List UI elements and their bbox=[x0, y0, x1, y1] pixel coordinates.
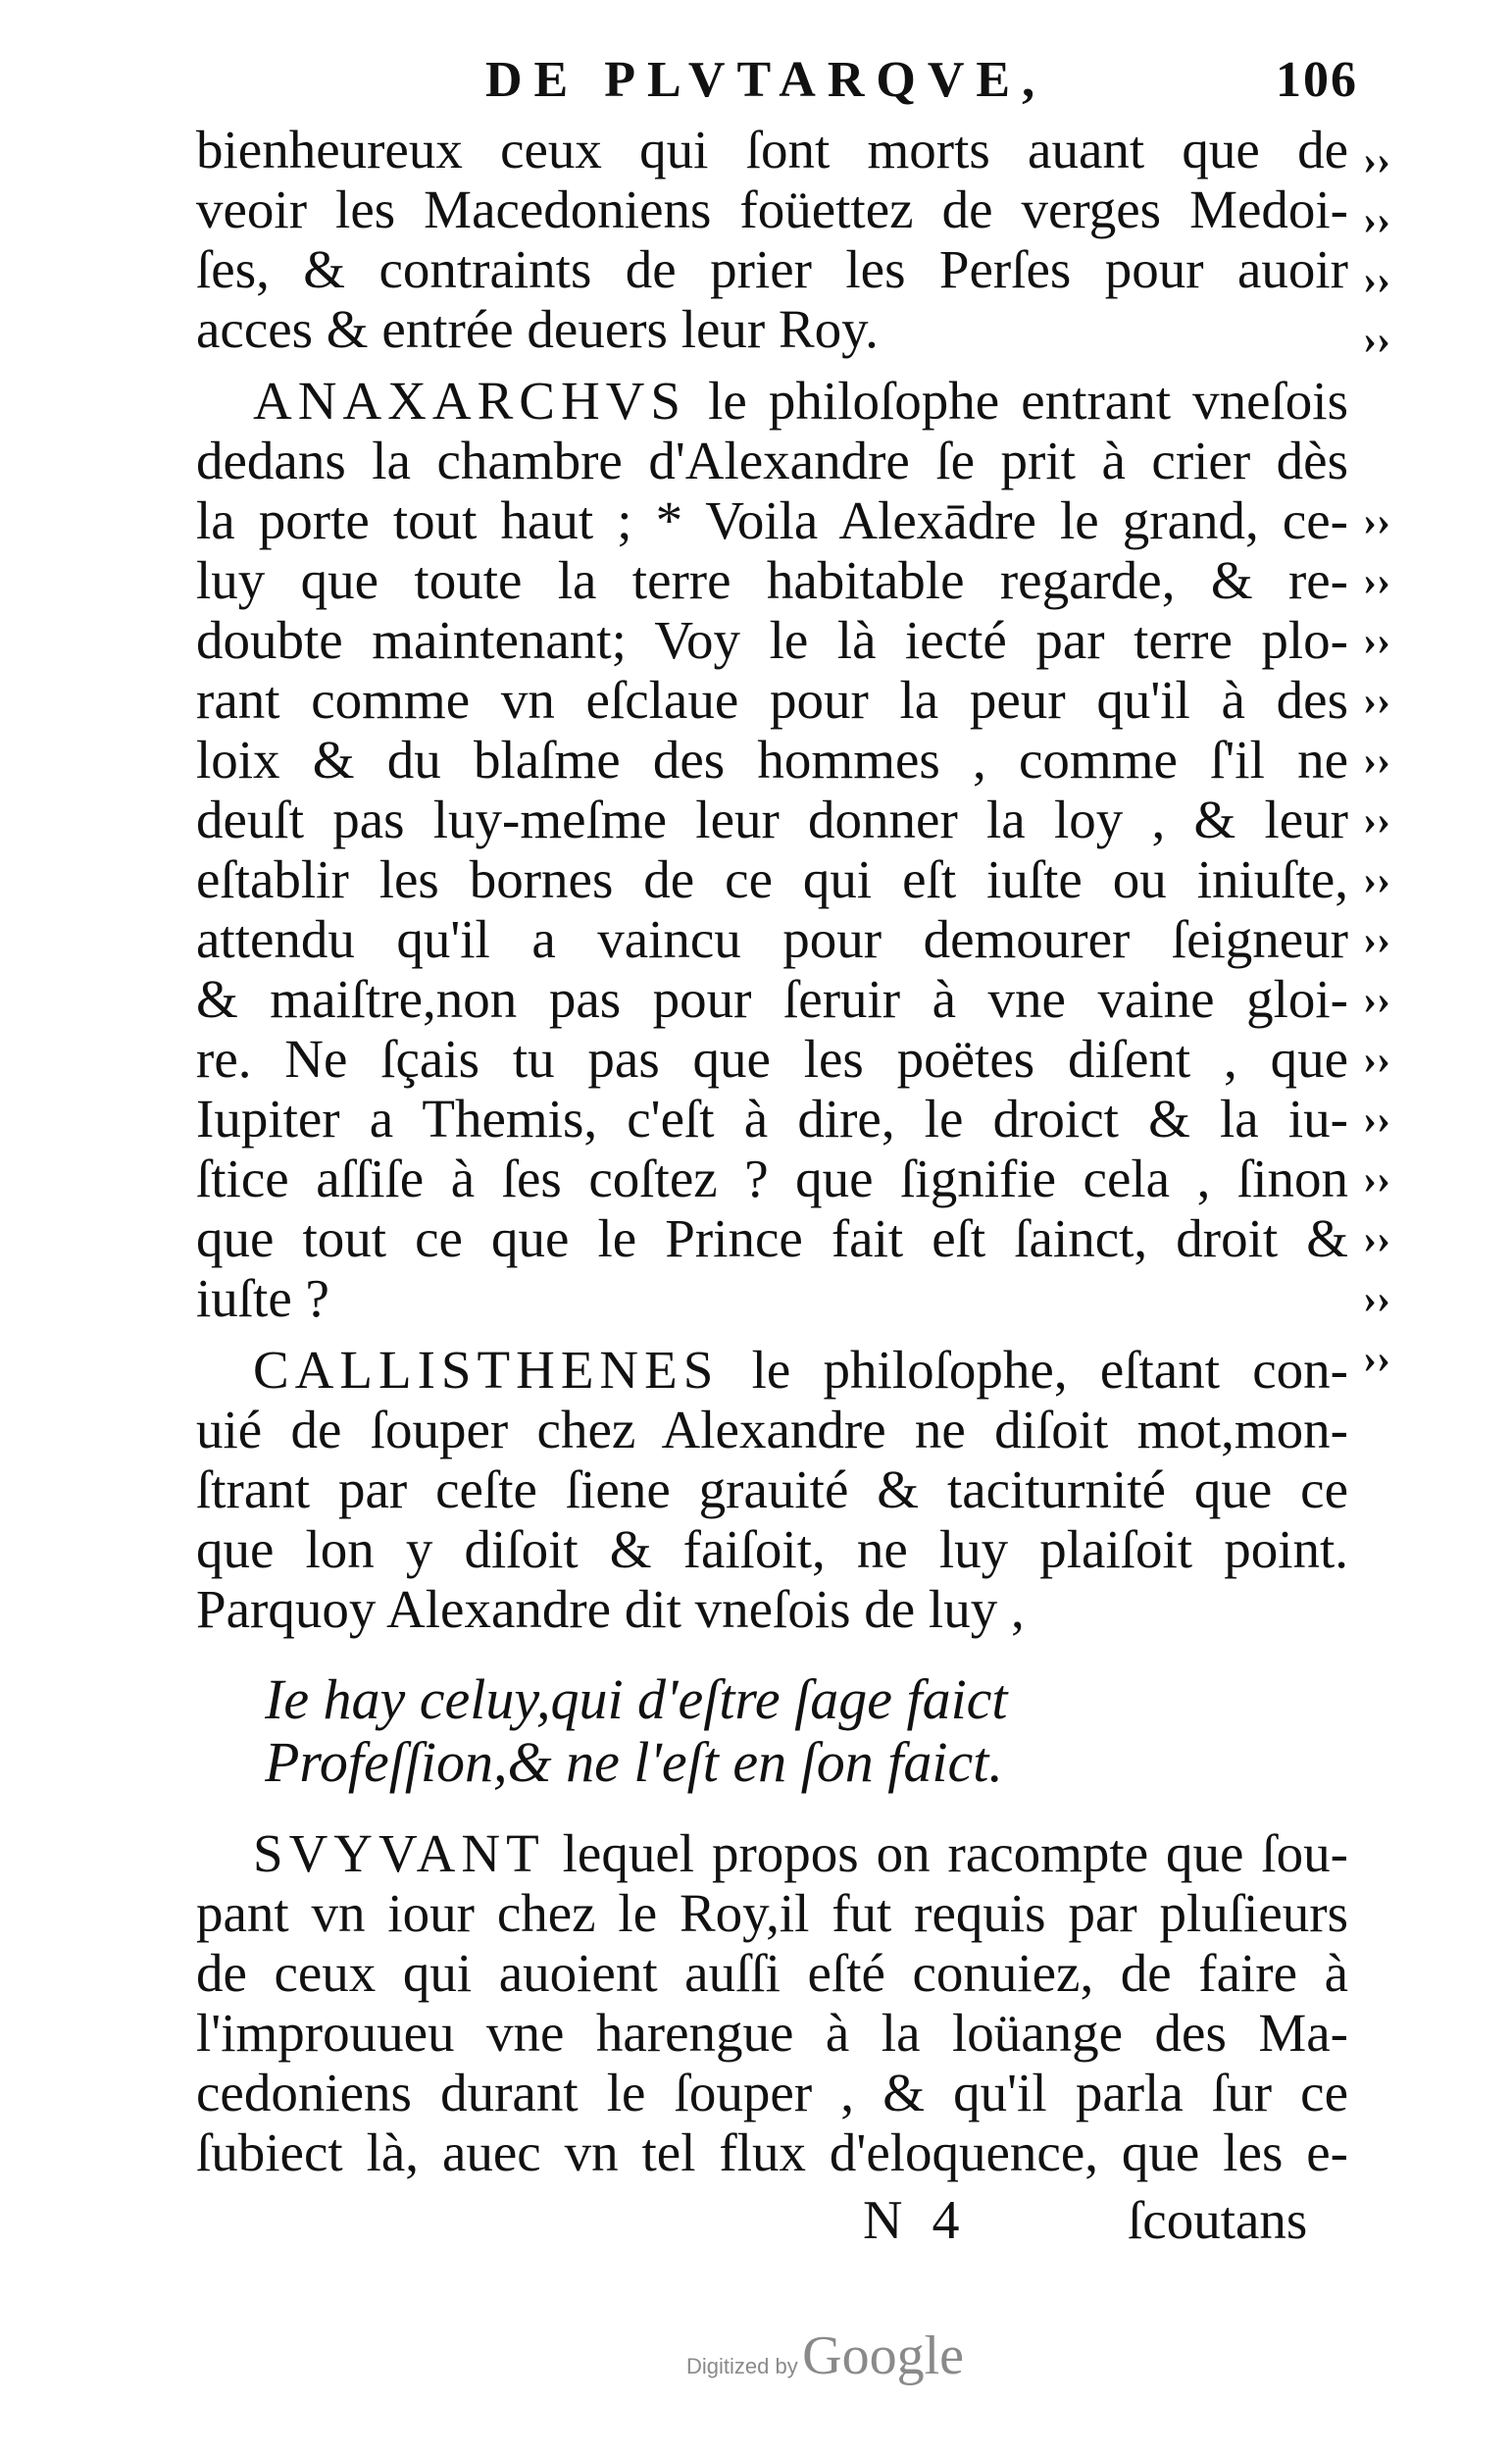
text-line: doubte maintenant; Voy le là iecté par terre plo- bbox=[196, 610, 1348, 670]
text-line: deuſt pas luy-meſme leur donner la loy , & leur bbox=[196, 790, 1348, 849]
text-line: eſtablir les bornes de ce qui eſt iuſte ou iniuſte, bbox=[196, 849, 1348, 909]
margin-mark: ›› bbox=[1363, 138, 1390, 183]
margin-mark: ›› bbox=[1363, 858, 1390, 903]
text-line: Parquoy Alexandre dit vneſois de luy , bbox=[196, 1579, 1025, 1639]
text-line: que tout ce que le Prince fait eſt ſainct, droit & bbox=[196, 1208, 1348, 1268]
text-line bbox=[196, 371, 1348, 431]
text-line: ſes, & contraints de prier les Perſes pour auoir bbox=[196, 239, 1348, 299]
text-line: de ceux qui auoient auſſi eſté conuiez, de faire à bbox=[196, 1943, 1348, 2003]
margin-mark: ›› bbox=[1363, 739, 1390, 784]
text-line: dedans la chambre d'Alexandre ſe prit à crier dès bbox=[196, 431, 1348, 490]
margin-mark: ›› bbox=[1363, 1098, 1390, 1143]
text-segment: le philoſophe entrant vneſois bbox=[686, 371, 1348, 431]
page-number: 106 bbox=[1276, 52, 1358, 108]
digitization-footer bbox=[686, 2324, 964, 2387]
google-brand: Google bbox=[802, 2325, 965, 2386]
text-line: luy que toute la terre habitable regarde, & re- bbox=[196, 550, 1348, 610]
text-line: ſubiect là, auec vn tel flux d'eloquence, que les e- bbox=[196, 2122, 1348, 2182]
text-line: bienheureux ceux qui ſont morts auant que de bbox=[196, 120, 1348, 179]
text-line: iuſte ? bbox=[196, 1268, 329, 1328]
text-line: la porte tout haut ; * Voila Alexādre le grand, ce- bbox=[196, 490, 1348, 550]
signature-mark: N 4 bbox=[863, 2190, 968, 2251]
running-header bbox=[485, 51, 1358, 120]
lead-word: ANAXARCHVS bbox=[253, 371, 686, 431]
margin-mark: ›› bbox=[1363, 1038, 1390, 1083]
text-line: cedoniens durant le ſouper , & qu'il parla ſur ce bbox=[196, 2063, 1348, 2122]
margin-mark: ›› bbox=[1363, 798, 1390, 843]
margin-mark: ›› bbox=[1363, 499, 1390, 544]
text-segment: lequel propos on racompte que ſou- bbox=[544, 1823, 1348, 1883]
verse-line: Ie hay celuy,qui d'eſtre ſage faict bbox=[265, 1668, 1008, 1731]
margin-mark: ›› bbox=[1363, 679, 1390, 724]
margin-mark: ›› bbox=[1363, 198, 1390, 243]
digitized-by-label: Digitized by bbox=[686, 2354, 798, 2378]
text-segment: le philoſophe, eſtant con- bbox=[719, 1340, 1348, 1400]
lead-word: CALLISTHENES bbox=[253, 1340, 720, 1400]
margin-mark: ›› bbox=[1363, 258, 1390, 303]
margin-mark: ›› bbox=[1363, 978, 1390, 1023]
verse-quote bbox=[265, 1668, 1348, 1794]
margin-mark: ›› bbox=[1363, 918, 1390, 963]
text-line: re. Ne ſçais tu pas que les poëtes diſent , que bbox=[196, 1029, 1348, 1089]
text-line: attendu qu'il a vaincu pour demourer ſeigneur bbox=[196, 909, 1348, 969]
margin-mark: ›› bbox=[1363, 318, 1390, 363]
text-line bbox=[196, 1823, 1348, 1883]
text-line: pant vn iour chez le Roy,il fut requis par pluſieurs bbox=[196, 1883, 1348, 1943]
margin-mark: ›› bbox=[1363, 1157, 1390, 1202]
text-line: ſtice aſſiſe à ſes coſtez ? que ſignifie cela , ſinon bbox=[196, 1149, 1348, 1208]
text-line: que lon y diſoit & faiſoit, ne luy plaiſoit point. bbox=[196, 1519, 1348, 1579]
margin-mark: ›› bbox=[1363, 1217, 1390, 1262]
text-line: loix & du blaſme des hommes , comme ſ'il ne bbox=[196, 730, 1348, 790]
margin-mark: ›› bbox=[1363, 1277, 1390, 1322]
text-line: rant comme vn eſclaue pour la peur qu'il à des bbox=[196, 670, 1348, 730]
text-line: ſtrant par ceſte ſiene grauité & taciturnité que ce bbox=[196, 1459, 1348, 1519]
margin-mark: ›› bbox=[1363, 619, 1390, 664]
text-line: veoir les Macedoniens foüettez de verges Medoi- bbox=[196, 179, 1348, 239]
margin-mark: ›› bbox=[1363, 1337, 1390, 1382]
text-line bbox=[196, 1340, 1348, 1400]
text-line: Iupiter a Themis, c'eſt à dire, le droict & la iu- bbox=[196, 1089, 1348, 1149]
text-line: l'improuueu vne harengue à la loüange des Ma- bbox=[196, 2003, 1348, 2063]
lead-word: SVYVANT bbox=[253, 1823, 545, 1883]
catchword: ſcoutans bbox=[1128, 2190, 1308, 2250]
verse-line: Profeſſion,& ne l'eſt en ſon faict. bbox=[265, 1731, 1003, 1794]
text-line: & maiſtre,non pas pour ſeruir à vne vaine gloi- bbox=[196, 969, 1348, 1029]
text-line: acces & entrée deuers leur Roy. bbox=[196, 299, 879, 359]
running-title: DE PLVTARQVE, bbox=[485, 52, 1047, 108]
text-line: uié de ſouper chez Alexandre ne diſoit mot,mon- bbox=[196, 1400, 1348, 1459]
margin-mark: ›› bbox=[1363, 559, 1390, 604]
body-text bbox=[196, 120, 1348, 2182]
